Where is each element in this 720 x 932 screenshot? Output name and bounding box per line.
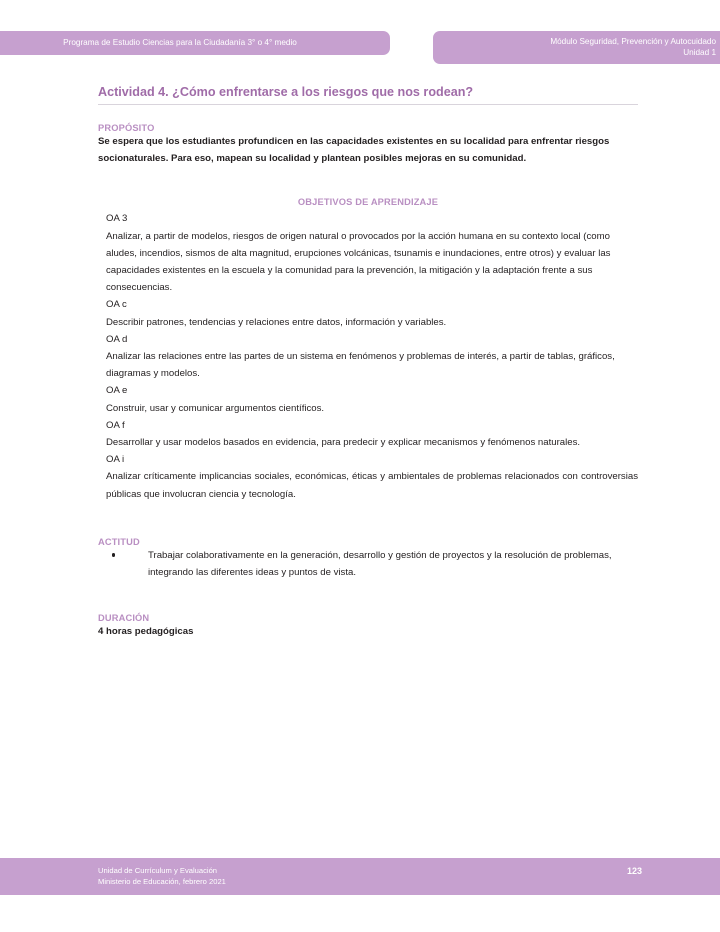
objetivo-code: OA 3: [106, 213, 128, 225]
section-label-actitud: ACTITUD: [98, 536, 140, 547]
duracion-text: 4 horas pedagógicas: [98, 626, 194, 638]
module-badge-line1: Módulo Seguridad, Prevención y Autocuidado: [550, 37, 716, 46]
objetivo-item: [98, 210, 638, 296]
module-badge: [433, 31, 720, 64]
section-label-duracion: DURACIÓN: [98, 613, 150, 624]
page-footer: [0, 858, 720, 895]
page-title: Actividad 4. ¿Cómo enfrentarse a los riesgos que nos rodean?: [98, 85, 474, 99]
spacer: [98, 105, 638, 123]
program-badge: [0, 31, 390, 55]
objetivo-item: [98, 382, 638, 416]
objetivo-text: Construir, usar y comunicar argumentos científicos.: [106, 402, 325, 414]
objetivo-text: Analizar críticamente implicancias sociales, económicas, éticas y ambientales de problemas relacionados con controversias públicas que involucran ciencia y tecnología.: [106, 471, 638, 500]
page-number: 123: [626, 866, 642, 876]
spacer: [98, 581, 638, 613]
footer-line2: Ministerio de Educación, febrero 2021: [98, 876, 226, 886]
spacer: [98, 167, 638, 197]
program-badge-label: Programa de Estudio Ciencias para la Ciudadanía 3° o 4° medio: [63, 38, 297, 47]
section-label-objetivos: OBJETIVOS DE APRENDIZAJE: [297, 197, 439, 208]
objetivo-item: [98, 417, 638, 451]
objetivo-item: [98, 331, 638, 383]
module-badge-line2: Unidad 1: [683, 48, 716, 57]
content-column: [98, 84, 638, 640]
objetivo-code: OA e: [106, 385, 128, 397]
objetivo-text: Analizar, a partir de modelos, riesgos de origen natural o provocados por la acción humana en su contexto local (como aludes, incendios, sismos de alta magnitud, erupciones volcánicas, tsunamis e inundaciones, entre otros) y evaluar las capacidades existentes en la escuela y la comunidad para la prevención, la mitigación y la adaptación frente a sus consecuencias.: [106, 230, 611, 294]
proposito-text: Se espera que los estudiantes profundicen en las capacidades existentes en su localidad para enfrentar riesgos socionaturales. Para eso, mapean su localidad y plantean posibles mejoras en su comunidad.: [98, 136, 610, 165]
actitud-list: [98, 547, 638, 581]
footer-line1: Unidad de Currículum y Evaluación: [98, 866, 218, 875]
spacer: [98, 503, 638, 537]
list-item: [98, 547, 638, 581]
objetivo-code: OA f: [106, 419, 125, 431]
section-label-proposito: PROPÓSITO: [98, 123, 155, 133]
objetivo-item: [98, 296, 638, 330]
actitud-text: Trabajar colaborativamente en la generación, desarrollo y gestión de proyectos y la resolución de problemas, integrando las diferentes ideas y puntos de vista.: [148, 549, 612, 579]
objetivo-text: Describir patrones, tendencias y relaciones entre datos, información y variables.: [106, 316, 447, 328]
bullet-icon: [112, 553, 115, 556]
objetivo-code: OA c: [106, 299, 127, 311]
objetivos-list: [98, 210, 638, 502]
objetivo-code: OA i: [106, 454, 125, 466]
objetivo-text: Analizar las relaciones entre las partes de un sistema en fenómenos y problemas de interés, a partir de tablas, gráficos, diagramas y modelos.: [106, 351, 615, 380]
objetivo-code: OA d: [106, 333, 128, 345]
page-header: [0, 0, 720, 76]
objetivo-text: Desarrollar y usar modelos basados en evidencia, para predecir y explicar mecanismos y fenómenos naturales.: [106, 437, 581, 449]
objetivo-item: [98, 451, 638, 503]
footer-credits: [98, 866, 226, 887]
